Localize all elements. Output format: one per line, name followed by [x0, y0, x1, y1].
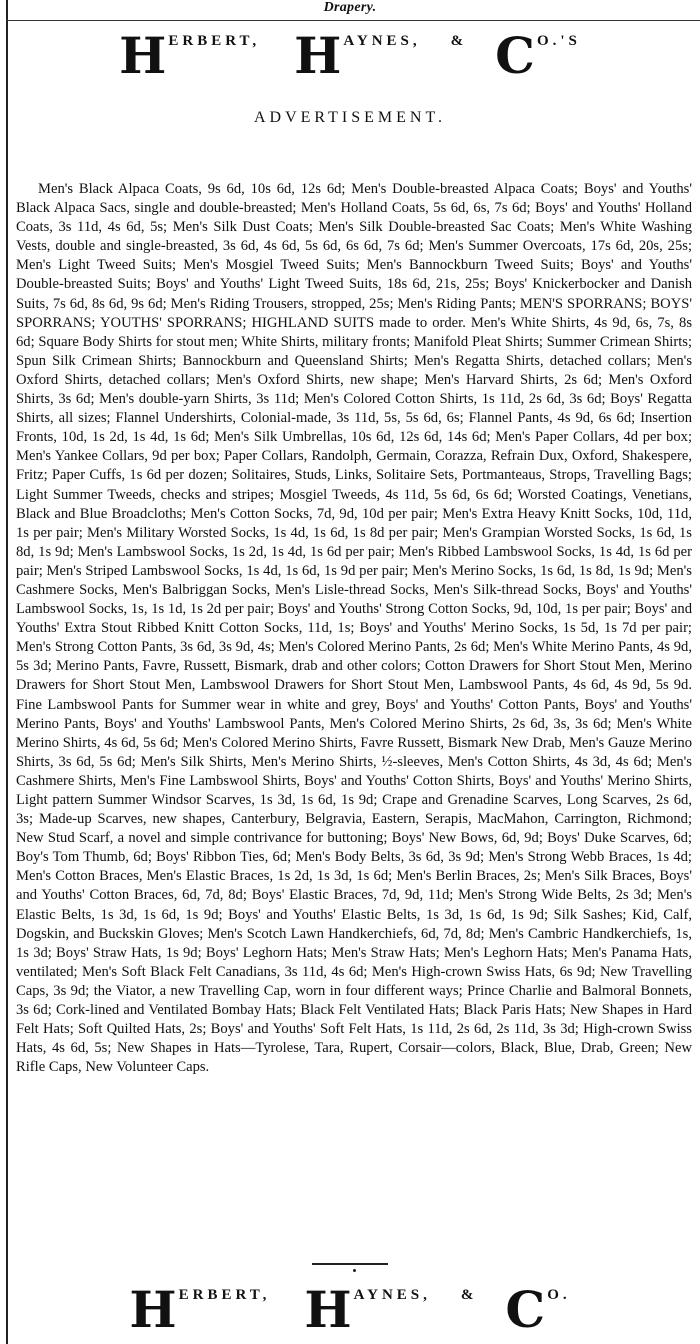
co-rest: O.'S — [536, 33, 581, 49]
column-rule — [6, 0, 8, 1344]
herbert-rest-footer: ERBERT, — [178, 1287, 271, 1303]
co-initial-footer: C — [505, 1280, 548, 1339]
haynes-initial: H — [294, 26, 344, 85]
co-initial: C — [495, 26, 537, 85]
ampersand: & — [450, 33, 466, 49]
ampersand-footer: & — [460, 1287, 476, 1303]
firm-name-header — [0, 28, 700, 92]
haynes-rest: AYNES, — [343, 33, 421, 49]
herbert-rest: ERBERT, — [168, 33, 261, 49]
end-rule — [312, 1263, 388, 1265]
herbert-initial: H — [119, 26, 169, 85]
header-rule — [6, 20, 700, 21]
section-title: Drapery. — [323, 0, 377, 15]
firm-name-footer — [0, 1282, 700, 1342]
advertisement-body: Men's Black Alpaca Coats, 9s 6d, 10s 6d, 12s 6d; Men's Double-breasted Alpaca Coats; Boys' and Youths' Black Alpaca Sacs, single and double-breasted; Men's Holland Coats, 5s 6d, 6s, 7s 6d; Boys' and Youths' Holland Coats, 3s 11d, 4s 6d, 5s; Men's Silk Dust Coats; Men's Silk Double-breasted Sac Coats; Men's White Washing Vests, double and single-breasted, 3s 6d, 4s 6d, 5s 6d, 6s 6d, 7s 6d; Men's Summer Overcoats, 17s 6d, 20s, 25s; Men's Light Tweed Suits; Men's Mosgiel Tweed Suits; Men's Bannockburn Tweed Suits; Boys' and Youths' Double-breasted Suits; Boys' and Youths' Light Tweed Suits, 18s 6d, 21s, 25s; Boys' Knickerbocker and Danish Suits, 7s 6d, 8s 6d, 9s 6d; Men's Riding Trousers, stropped, 25s; Men's Riding Pants; MEN'S SPORRANS; BOYS' SPORRANS; YOUTHS' SPORRANS; HIGHLAND SUITS made to order. Men's White Shirts, 4s 9d, 6s, 7s, 8s 6d; Square Body Shirts for stout men; White Shirts, military fronts; Manifold Pleat Shirts; Summer Crimean Shirts; Spun Silk Crimean Shirts; Bannockburn and Queensland Shirts; Men's Regatta Shirts, detached collars; Men's Oxford Shirts, detached collars; Men's Oxford Shirts, new shape; Men's Harvard Shirts, 2s 6d; Men's Oxford Shirts, 3s 6d; Men's double-yarn Shirts, 3s 11d; Men's Colored Cotton Shirts, 1s 11d, 2s 6d, 3s 6d; Boys' Regatta Shirts, all sizes; Flannel Undershirts, Colonial-made, 3s 11d, 5s, 5s 6d, 6s; Flannel Pants, 4s 9d, 6s 6d; Insertion Fronts, 10d, 1s 2d, 1s 4d, 1s 6d; Men's Silk Umbrellas, 10s 6d, 12s 6d, 14s 6d; Men's Paper Collars, 4d per box; Men's Yankee Collars, 9d per box; Paper Collars, Randolph, Germain, Corazza, Refrain Dux, Oxford, Shakespere, Fritz; Paper Cuffs, 1s 6d per dozen; Solitaires, Studs, Links, Solitaire Sets, Portmanteaus, Strops, Travelling Bags; Light Summer Tweeds, checks and stripes; Mosgiel Tweeds, 4s 11d, 5s 6d, 6s 6d; Worsted Coatings, Venetians, Black and Blue Broadcloths; Men's Cotton Socks, 7d, 9d, 10d per pair; Men's Extra Heavy Knitt Socks, 10d, 11d, 1s per pair; Men's Military Worsted Socks, 1s 4d, 1s 6d, 1s 8d per pair; Men's Grampian Worsted Socks, 1s 6d, 1s 8d, 1s 9d; Men's Lambswool Socks, 1s 2d, 1s 4d, 1s 6d per pair; Men's Ribbed Lambswool Socks, 1s 4d, 1s 6d per pair; Men's Striped Lambswool Socks, 1s 4d, 1s 6d, 1s 9d per pair; Men's Merino Socks, 1s 6d, 1s 8d, 1s 9d; Men's Cashmere Socks, Men's Balbriggan Socks, Men's Lisle-thread Socks, Men's Silk-thread Socks, Boys' and Youths' Lambswool Socks, 1s, 1s 1d, 1s 2d per pair; Boys' and Youths' Strong Cotton Socks, 9d, 10d, 1s per pair; Boys' and Youths' Extra Stout Ribbed Knitt Cotton Socks, 11d, 1s; Boys' and Youths' Merino Socks, 1s 5d, 1s 7d per pair; Men's Strong Cotton Pants, 3s 6d, 3s 9d, 4s; Men's Colored Merino Pants, 2s 6d; Men's White Merino Pants, 4s 9d, 5s 3d; Merino Pants, Favre, Russett, Bismark, drab and other colors; Cotton Drawers for Short Stout Men, Merino Drawers for Short Stout Men, Lambswool Drawers for Short Stout Men, Lambswool Pants, 4s 6d, 4s 9d, 5s 9d. Fine Lambswool Pants for Summer wear in white and grey, Boys' and Youths' Cotton Pants, Boys' and Youths' Merino Pants, Boys' and Youths' Lambswool Pants, Men's Colored Merino Shirts, 2s 6d, 3s, 3s 6d; Men's White Merino Shirts, 4s 6d, 5s 6d; Men's Colored Merino Shirts, Favre Russett, Bismark New Drab, Men's Gauze Merino Shirts, 3s 6d, 5s 6d; Men's Silk Shirts, Men's Merino Shirts, ½-sleeves, Men's Cotton Shirts, 4s 3d, 4s 6d; Men's Cashmere Shirts, Men's Fine Lambswool Shirts, Boys' and Youths' Cotton Shirts, Boys' and Youths' Merino Shirts, Light pattern Summer Windsor Scarves, 1s 3d, 1s 6d, 1s 9d; Crape and Grenadine Scarves, Long Scarves, 2s 6d, 3s; Made-up Scarves, new shapes, Canterbury, Belgravia, Eastern, Serapis, MacMahon, Carrington, Richmond; New Stud Scarf, a novel and simple contrivance for buttoning; Boys' New Bows, 6d, 9d; Boys' Duke Scarves, 6d; Boy's Tom Thumb, 6d; Boys' Ribbon Ties, 6d; Men's Body Belts, 3s 6d, 3s 9d; Men's Strong Webb Braces, 1s 4d; Men's Cotton Braces, Men's Elastic Braces, 1s 2d, 1s 3d, 1s 6d; Men's Berlin Braces, 2s; Men's Silk Braces, Boys' and Youths' Cotton Braces, 6d, 7d, 8d; Boys' Elastic Braces, 7d, 9d, 11d; Men's Strong Wide Belts, 2s 3d; Men's Elastic Belts, 1s 3d, 1s 6d, 1s 9d; Boys' and Youths' Elastic Belts, 1s 3d, 1s 6d, 1s 9d; Silk Sashes; Kid, Calf, Dogskin, and Buckskin Gloves; Men's Scotch Lawn Handkerchiefs, 6d, 7d, 8d; Men's Cambric Handkerchiefs, 1s, 1s 3d; Boys' Straw Hats, 1s 9d; Boys' Leghorn Hats; Men's Straw Hats; Men's Leghorn Hats; Men's Panama Hats, ventilated; Men's Soft Black Felt Canadians, 3s 11d, 4s 6d; Men's High-crown Swiss Hats, 6s 9d; New Travelling Caps, 3s 9d; the Viator, a new Travelling Cap, worn in four different ways; Prince Charlie and Balmoral Bonnets, 3s 6d; Cork-lined and Ventilated Bombay Hats; Black Felt Ventilated Hats; Black Paris Hats; New Shapes in Hard Felt Hats; Soft Quilted Hats, 2s; Boys' and Youths' Soft Felt Hats, 1s 11d, 2s 6d, 2s 11d, 3s 3d; High-crown Swiss Hats, 4s 6d, 5s; New Shapes in Hats—Tyrolese, Tara, Rupert, Corsair—colors, Black, Blue, Drab, Green; New Rifle Caps, New Volunteer Caps. — [16, 181, 692, 1076]
co-rest-footer: O. — [547, 1287, 571, 1303]
haynes-rest-footer: AYNES, — [353, 1287, 431, 1303]
advertisement-heading: ADVERTISEMENT. — [253, 109, 447, 126]
haynes-initial-footer: H — [304, 1280, 354, 1339]
end-dot — [353, 1269, 356, 1272]
herbert-initial-footer: H — [129, 1280, 179, 1339]
